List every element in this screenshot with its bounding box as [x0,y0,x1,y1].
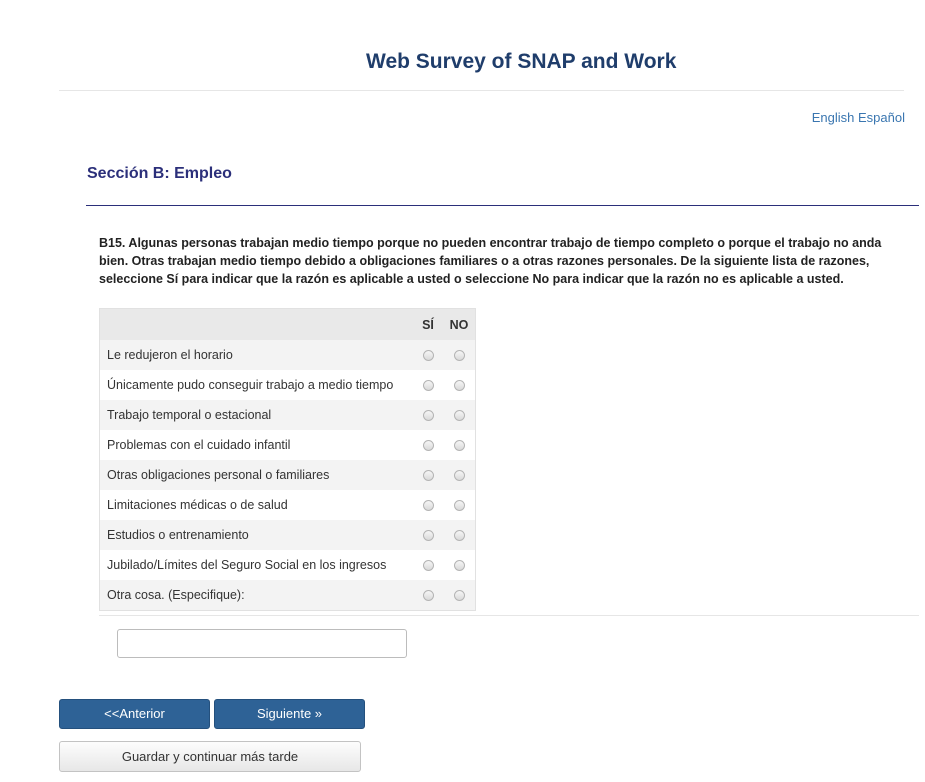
survey-title: Web Survey of SNAP and Work [366,50,677,73]
row-label: Estudios o entrenamiento [100,520,414,550]
no-radio[interactable] [454,380,465,391]
no-radio[interactable] [454,500,465,511]
other-specify-input[interactable] [117,629,407,658]
grid-header-label [100,309,414,341]
row-label: Problemas con el cuidado infantil [100,430,414,460]
spanish-link[interactable]: Español [858,110,905,125]
section-title: Sección B: Empleo [87,165,232,182]
yes-radio[interactable] [423,590,434,601]
previous-button[interactable]: <<Anterior [59,699,210,729]
save-continue-later-button[interactable]: Guardar y continuar más tarde [59,741,361,772]
yes-radio[interactable] [423,470,434,481]
section-divider [86,205,919,206]
next-button[interactable]: Siguiente » [214,699,365,729]
reasons-grid [99,308,476,611]
question-text: B15. Algunas personas trabajan medio tiempo porque no pueden encontrar trabajo de tiempo completo o porque el trabajo no anda bien. Otras trabajan medio tiempo debido a obligaciones familiares o a otras razones personales. De la siguiente lista de razones, seleccione Sí para indicar que la razón es aplicable a usted o seleccione No para indicar que la razón no es aplicable a usted. [99,236,882,286]
no-radio[interactable] [454,440,465,451]
yes-radio[interactable] [423,440,434,451]
row-label: Jubilado/Límites del Seguro Social en los ingresos [100,550,414,580]
no-radio[interactable] [454,590,465,601]
grid-row [100,400,476,430]
yes-radio[interactable] [423,380,434,391]
grid-row [100,340,476,370]
yes-radio[interactable] [423,350,434,361]
no-radio[interactable] [454,530,465,541]
grid-row [100,520,476,550]
row-label: Otra cosa. (Especifique): [100,580,414,611]
row-label: Le redujeron el horario [100,340,414,370]
grid-header-row [100,309,476,341]
grid-row [100,430,476,460]
grid-divider [99,615,919,616]
grid-row [100,460,476,490]
column-header-no: NO [443,309,476,341]
header-divider [59,90,904,91]
yes-radio[interactable] [423,500,434,511]
grid-row [100,370,476,400]
yes-radio[interactable] [423,530,434,541]
english-link[interactable]: English [811,110,855,125]
yes-radio[interactable] [423,410,434,421]
no-radio[interactable] [454,350,465,361]
grid-row [100,550,476,580]
column-header-yes: SÍ [413,309,443,341]
grid-row [100,490,476,520]
yes-radio[interactable] [423,560,434,571]
row-label: Otras obligaciones personal o familiares [100,460,414,490]
no-radio[interactable] [454,560,465,571]
no-radio[interactable] [454,410,465,421]
language-switcher [812,110,905,125]
grid-row [100,580,476,611]
row-label: Trabajo temporal o estacional [100,400,414,430]
row-label: Únicamente pudo conseguir trabajo a medio tiempo [100,370,414,400]
row-label: Limitaciones médicas o de salud [100,490,414,520]
no-radio[interactable] [454,470,465,481]
